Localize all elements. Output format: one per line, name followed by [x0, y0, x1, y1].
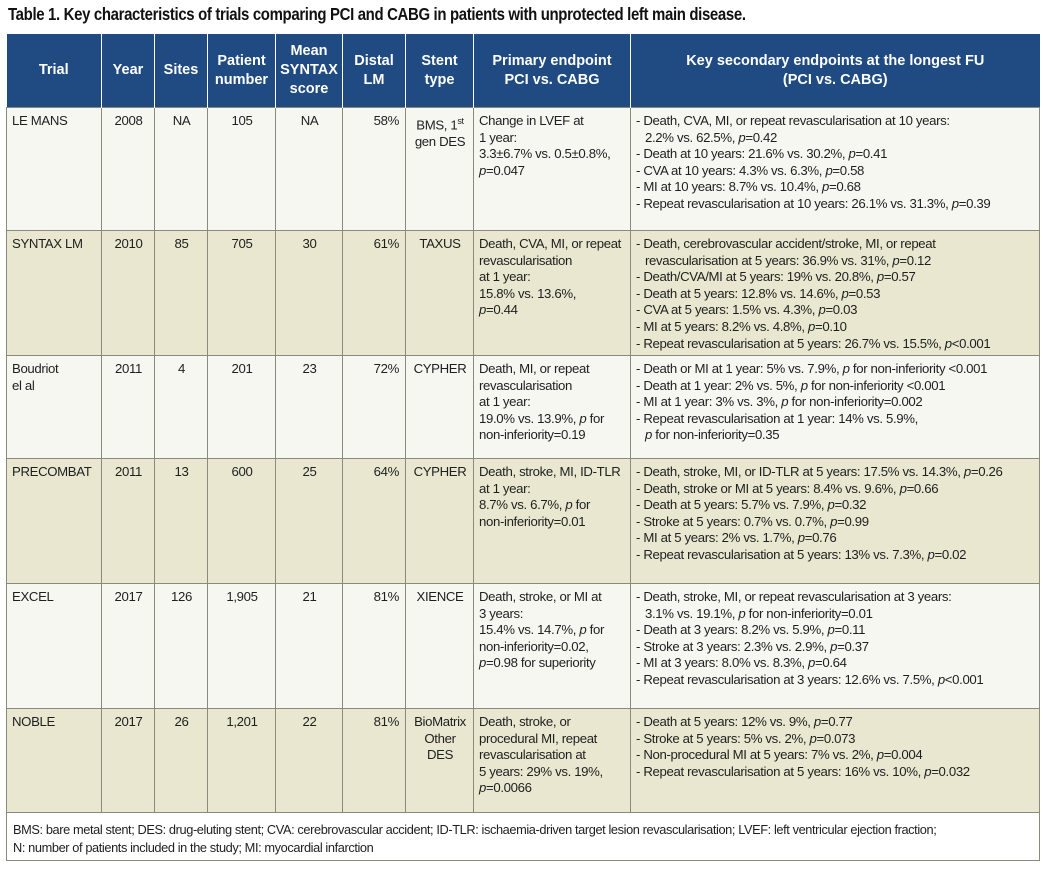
footnote-line: N: number of patients included in the study; MI: myocardial infarction	[13, 839, 374, 855]
secondary-endpoint-item: - Repeat revascularisation at 5 years: 26.7% vs. 15.5%, p<0.001	[636, 336, 1035, 353]
secondary-endpoint-item: - Repeat revascularisation at 3 years: 12.6% vs. 7.5%, p<0.001	[636, 672, 1035, 689]
secondary-endpoint-item: - Death at 10 years: 21.6% vs. 30.2%, p=0.41	[636, 146, 1035, 163]
cell-distal-lm: 81%	[343, 709, 406, 813]
cell-distal-lm: 58%	[343, 108, 406, 231]
secondary-endpoint-item: - Repeat revascularisation at 5 years: 16% vs. 10%, p=0.032	[636, 764, 1035, 781]
secondary-endpoint-list	[636, 113, 1035, 213]
secondary-endpoint-item: - MI at 10 years: 8.7% vs. 10.4%, p=0.68	[636, 179, 1035, 196]
cell-year: 2010	[102, 231, 155, 356]
table-row	[7, 459, 1040, 584]
secondary-endpoint-list	[636, 464, 1035, 564]
cell-year: 2011	[102, 356, 155, 459]
footnote-row	[7, 813, 1040, 861]
col-header-distal-lm: Distal LM	[343, 34, 406, 108]
cell-sites: NA	[155, 108, 208, 231]
footnote-line: BMS: bare metal stent; DES: drug-eluting stent; CVA: cerebrovascular accident; ID-TLR: ischaemia-driven target lesion revascularisation; LVEF: left ventricular ejection fraction;	[13, 822, 937, 837]
cell-trial: LE MANS	[7, 108, 102, 231]
cell-year: 2017	[102, 709, 155, 813]
secondary-endpoint-item: - Non-procedural MI at 5 years: 7% vs. 2%, p=0.004	[636, 747, 1035, 764]
secondary-endpoint-item: - Stroke at 5 years: 5% vs. 2%, p=0.073	[636, 731, 1035, 748]
cell-sites: 85	[155, 231, 208, 356]
col-header-stent-type: Stent type	[406, 34, 474, 108]
secondary-endpoint-item: - Death at 3 years: 8.2% vs. 5.9%, p=0.11	[636, 622, 1035, 639]
secondary-endpoint-list	[636, 361, 1035, 444]
cell-trial: SYNTAX LM	[7, 231, 102, 356]
cell-secondary-endpoints	[631, 108, 1040, 231]
cell-distal-lm: 61%	[343, 231, 406, 356]
cell-stent-type: BMS, 1st gen DES	[406, 108, 474, 231]
secondary-endpoint-item: - Stroke at 3 years: 2.3% vs. 2.9%, p=0.37	[636, 639, 1035, 656]
cell-distal-lm: 81%	[343, 584, 406, 709]
secondary-endpoint-item: - Death or MI at 1 year: 5% vs. 7.9%, p for non-inferiority <0.001	[636, 361, 1035, 378]
cell-distal-lm: 72%	[343, 356, 406, 459]
cell-stent-type: CYPHER	[406, 459, 474, 584]
cell-patient-number: 105	[208, 108, 276, 231]
cell-syntax-score: 25	[276, 459, 343, 584]
table-row	[7, 108, 1040, 231]
cell-stent-type: CYPHER	[406, 356, 474, 459]
col-header-patient-number: Patient number	[208, 34, 276, 108]
cell-syntax-score: 23	[276, 356, 343, 459]
secondary-endpoint-list	[636, 236, 1035, 352]
table-caption: Table 1. Key characteristics of trials comparing PCI and CABG in patients with unprotected left main disease.	[8, 4, 746, 24]
secondary-endpoint-item: - MI at 3 years: 8.0% vs. 8.3%, p=0.64	[636, 655, 1035, 672]
secondary-endpoint-item: - Death, stroke, MI, or ID-TLR at 5 years: 17.5% vs. 14.3%, p=0.26	[636, 464, 1035, 481]
cell-sites: 126	[155, 584, 208, 709]
secondary-endpoint-item: - Death at 5 years: 5.7% vs. 7.9%, p=0.32	[636, 497, 1035, 514]
cell-trial: NOBLE	[7, 709, 102, 813]
table-row	[7, 231, 1040, 356]
secondary-endpoint-item: - Death at 5 years: 12.8% vs. 14.6%, p=0.53	[636, 286, 1035, 303]
cell-trial: EXCEL	[7, 584, 102, 709]
secondary-endpoint-list	[636, 714, 1035, 780]
cell-syntax-score: 21	[276, 584, 343, 709]
cell-secondary-endpoints	[631, 584, 1040, 709]
secondary-endpoint-item: - CVA at 10 years: 4.3% vs. 6.3%, p=0.58	[636, 163, 1035, 180]
secondary-endpoint-item: - Death/CVA/MI at 5 years: 19% vs. 20.8%, p=0.57	[636, 269, 1035, 286]
table-row	[7, 709, 1040, 813]
cell-patient-number: 1,201	[208, 709, 276, 813]
col-header-sites: Sites	[155, 34, 208, 108]
cell-patient-number: 600	[208, 459, 276, 584]
secondary-endpoint-item: - MI at 5 years: 8.2% vs. 4.8%, p=0.10	[636, 319, 1035, 336]
secondary-endpoint-item: - MI at 1 year: 3% vs. 3%, p for non-inferiority=0.002	[636, 394, 1035, 411]
cell-syntax-score: 30	[276, 231, 343, 356]
cell-year: 2017	[102, 584, 155, 709]
cell-secondary-endpoints	[631, 709, 1040, 813]
secondary-endpoint-item: - Repeat revascularisation at 5 years: 13% vs. 7.3%, p=0.02	[636, 547, 1035, 564]
trials-table	[6, 34, 1040, 861]
cell-patient-number: 201	[208, 356, 276, 459]
cell-year: 2011	[102, 459, 155, 584]
secondary-endpoint-item: - CVA at 5 years: 1.5% vs. 4.3%, p=0.03	[636, 302, 1035, 319]
cell-primary-endpoint: Death, stroke, or MI at 3 years: 15.4% vs. 14.7%, p for non-inferiority=0.02, p=0.98 for superiority	[474, 584, 631, 709]
cell-sites: 4	[155, 356, 208, 459]
cell-syntax-score: 22	[276, 709, 343, 813]
col-header-trial: Trial	[7, 34, 102, 108]
cell-secondary-endpoints	[631, 356, 1040, 459]
secondary-endpoint-item: - Repeat revascularisation at 10 years: 26.1% vs. 31.3%, p=0.39	[636, 196, 1035, 213]
secondary-endpoint-item: - Death, stroke or MI at 5 years: 8.4% vs. 9.6%, p=0.66	[636, 481, 1035, 498]
cell-distal-lm: 64%	[343, 459, 406, 584]
secondary-endpoint-item: - MI at 5 years: 2% vs. 1.7%, p=0.76	[636, 530, 1035, 547]
cell-sites: 13	[155, 459, 208, 584]
cell-stent-type: BioMatrix Other DES	[406, 709, 474, 813]
cell-sites: 26	[155, 709, 208, 813]
table-row	[7, 356, 1040, 459]
cell-trial: PRECOMBAT	[7, 459, 102, 584]
cell-primary-endpoint: Death, CVA, MI, or repeat revascularisation at 1 year: 15.8% vs. 13.6%, p=0.44	[474, 231, 631, 356]
secondary-endpoint-item: - Death at 1 year: 2% vs. 5%, p for non-inferiority <0.001	[636, 378, 1035, 395]
secondary-endpoint-list	[636, 589, 1035, 689]
cell-secondary-endpoints	[631, 459, 1040, 584]
secondary-endpoint-item: - Death at 5 years: 12% vs. 9%, p=0.77	[636, 714, 1035, 731]
secondary-endpoint-item: - Repeat revascularisation at 1 year: 14% vs. 5.9%, p for non-inferiority=0.35	[636, 411, 1035, 444]
cell-stent-type: XIENCE	[406, 584, 474, 709]
cell-secondary-endpoints	[631, 231, 1040, 356]
cell-stent-type: TAXUS	[406, 231, 474, 356]
col-header-year: Year	[102, 34, 155, 108]
table-footnote	[7, 813, 1040, 861]
cell-primary-endpoint: Death, stroke, or procedural MI, repeat revascularisation at 5 years: 29% vs. 19%, p=0.0066	[474, 709, 631, 813]
header-row	[7, 34, 1040, 108]
table-row	[7, 584, 1040, 709]
cell-syntax-score: NA	[276, 108, 343, 231]
secondary-endpoint-item: - Stroke at 5 years: 0.7% vs. 0.7%, p=0.99	[636, 514, 1035, 531]
cell-primary-endpoint: Death, stroke, MI, ID-TLR at 1 year: 8.7% vs. 6.7%, p for non-inferiority=0.01	[474, 459, 631, 584]
secondary-endpoint-item: - Death, stroke, MI, or repeat revascularisation at 3 years: 3.1% vs. 19.1%, p for non-inferiority=0.01	[636, 589, 1035, 622]
col-header-secondary-endpoints: Key secondary endpoints at the longest FU (PCI vs. CABG)	[631, 34, 1040, 108]
cell-year: 2008	[102, 108, 155, 231]
col-header-syntax: Mean SYNTAX score	[276, 34, 343, 108]
cell-patient-number: 1,905	[208, 584, 276, 709]
cell-trial: Boudriot el al	[7, 356, 102, 459]
table-body	[7, 108, 1040, 813]
secondary-endpoint-item: - Death, CVA, MI, or repeat revascularisation at 10 years: 2.2% vs. 62.5%, p=0.42	[636, 113, 1035, 146]
col-header-primary-endpoint: Primary endpoint PCI vs. CABG	[474, 34, 631, 108]
cell-primary-endpoint: Death, MI, or repeat revascularisation at 1 year: 19.0% vs. 13.9%, p for non-inferiority=0.19	[474, 356, 631, 459]
cell-primary-endpoint: Change in LVEF at 1 year: 3.3±6.7% vs. 0.5±0.8%, p=0.047	[474, 108, 631, 231]
secondary-endpoint-item: - Death, cerebrovascular accident/stroke, MI, or repeat revascularisation at 5 years: 36.9% vs. 31%, p=0.12	[636, 236, 1035, 269]
cell-patient-number: 705	[208, 231, 276, 356]
